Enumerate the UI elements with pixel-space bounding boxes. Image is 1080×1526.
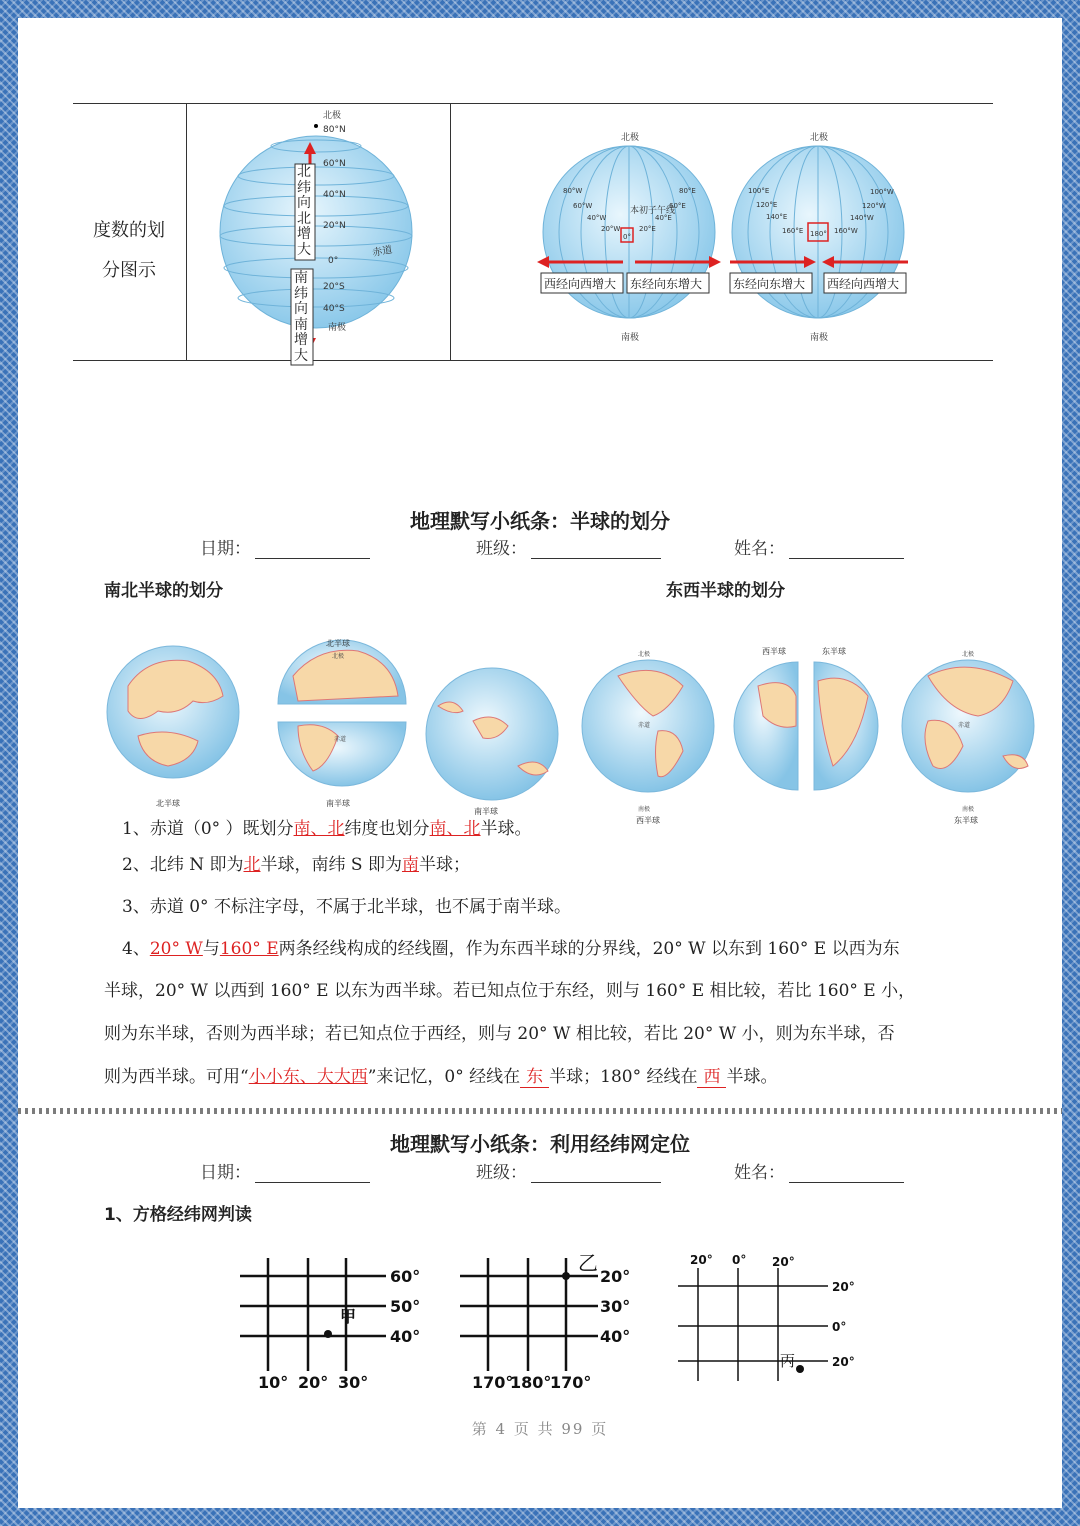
lon-80w: 80°W (563, 187, 583, 195)
p4-mnemonic: 小小东、大大西 (248, 1067, 368, 1087)
lon-60w: 60°W (573, 202, 593, 210)
date-blank[interactable] (255, 538, 370, 559)
class-blank-2[interactable] (531, 1162, 661, 1183)
grid1-lon-20: 20° (298, 1373, 329, 1392)
name-label: 姓名： (734, 539, 785, 559)
lon-120e: 120°E (756, 201, 778, 209)
tick-80n: 80°N (323, 125, 346, 135)
p1-c: 纬度也划分 (344, 819, 430, 839)
p4-l4e: 半球；180° 经线在 (549, 1067, 698, 1087)
lon-160e: 160°E (782, 227, 804, 235)
section1-title: 地理默写小纸条：半球的划分 (410, 509, 670, 533)
p2-c: 半球，南纬 S 即为 (260, 855, 402, 875)
tick-60n: 60°N (323, 159, 346, 169)
globe6-east-hemi: 东半球 (954, 816, 978, 825)
lon-40e: 40°E (655, 214, 672, 222)
lon-120w: 120°W (862, 202, 886, 210)
para-4-line3: 则为东半球，否则为西半球；若已知点位于西经，则与 20° W 相比较，若比 20° W 小，则为东半球，否 (104, 1024, 895, 1044)
grid2-point-yi: 乙 (578, 1251, 598, 1275)
lon-left-box-west: 西经向西增大 (544, 277, 617, 291)
longitude-globe-left (533, 128, 733, 343)
table-col-divider-1 (186, 103, 187, 360)
grid2-lat-30: 30° (600, 1297, 631, 1316)
p1-e: 半球。 (480, 819, 532, 839)
longitude-globe-right (722, 128, 922, 343)
p2-answer-1: 北 (243, 855, 261, 875)
class-label: 班级： (476, 539, 527, 559)
hemisphere-globes (98, 616, 1028, 825)
lon-right-north-pole: 北极 (810, 133, 829, 143)
date-label-2: 日期： (200, 1163, 251, 1183)
p4-answer-2: 160° E (219, 939, 279, 959)
grid3-lon-0: 0° (732, 1253, 747, 1267)
para-4 (122, 928, 1002, 970)
lon-left-north-pole: 北极 (621, 133, 640, 143)
table-top-border (73, 103, 993, 104)
para-3: 3、赤道 0° 不标注字母，不属于北半球，也不属于南半球。 (122, 897, 571, 917)
lon-right-180: 180° (810, 230, 827, 238)
p4-answer-west: 西 (697, 1067, 726, 1088)
grid3-lat-20n: 20° (832, 1280, 855, 1294)
tick-40n: 40°N (323, 190, 346, 200)
latitude-globe (213, 106, 423, 356)
p4-l4g: 半球。 (726, 1067, 778, 1087)
grid1-lon-10: 10° (258, 1373, 289, 1392)
tick-20s: 20°S (323, 282, 345, 292)
globe4-west-hemi: 西半球 (636, 816, 660, 825)
p2-a: 2、北纬 N 即为 (122, 855, 244, 875)
name-blank-2[interactable] (789, 1162, 904, 1183)
globe5-east-hemi: 东半球 (822, 647, 846, 656)
p2-answer-2: 南 (401, 855, 419, 875)
prime-meridian-label: 本初子午线 (630, 206, 676, 216)
globe4-north-pole: 北极 (638, 651, 651, 658)
south-lat-box-text: 南纬向南增大 (294, 270, 308, 364)
lat-equator-label: 赤道 (371, 244, 394, 259)
p4-l4c: ”来记忆，0° 经线在 (367, 1067, 521, 1087)
p1-a: 1、赤道（0° ）既划分 (122, 819, 294, 839)
row-label-line1: 度数的划 (93, 220, 165, 241)
lon-left-box-east: 东经向东增大 (630, 277, 703, 291)
para-4-line1 (122, 928, 1002, 970)
grid3-point-bing: 丙 (780, 1352, 796, 1370)
grid2-lon-180: 180° (510, 1373, 552, 1392)
grid2-lon-170a: 170° (472, 1373, 514, 1392)
lon-140w: 140°W (850, 214, 874, 222)
p2-e: 半球； (418, 855, 470, 875)
globe4-south-pole: 南极 (638, 806, 651, 813)
lon-left-south-pole: 南极 (621, 333, 640, 343)
lat-south-pole: 南极 (328, 323, 347, 333)
globe2-equator: 赤道 (334, 736, 347, 743)
grid1-point-jia: 甲 (340, 1307, 357, 1326)
date-label: 日期： (200, 539, 251, 559)
section2-title: 地理默写小纸条：利用经纬网定位 (390, 1132, 690, 1156)
section1-name-field (734, 534, 904, 559)
globe2-north-pole: 北极 (332, 653, 345, 660)
grid2-lat-20: 20° (600, 1267, 631, 1286)
p4-e: 两条经线构成的经线圈，作为东西半球的分界线，20° W 以东到 160° E 以西为东 (278, 939, 900, 959)
dotted-divider (18, 1108, 1062, 1114)
para-4-line2: 半球，20° W 以西到 160° E 以东为西半球。若已知点位于东经，则与 160° E 相比较，若比 160° E 小， (104, 981, 916, 1001)
lon-left-zero: 0° (623, 233, 631, 241)
grid3-lat-20s: 20° (832, 1355, 855, 1369)
grid2-lat-40: 40° (600, 1327, 631, 1346)
globe2-south-hemi: 南半球 (326, 799, 350, 808)
globe2-north-hemi: 北半球 (326, 639, 350, 648)
lon-160w: 160°W (834, 227, 858, 235)
page (18, 18, 1062, 1508)
name-label-2: 姓名： (734, 1163, 785, 1183)
lon-right-south-pole: 南极 (810, 333, 829, 343)
row-label (74, 211, 184, 291)
subheading-grid: 1、方格经纬网判读 (104, 1205, 252, 1225)
lon-140e: 140°E (766, 213, 788, 221)
subheading-east-west: 东西半球的划分 (666, 581, 785, 601)
tick-40s: 40°S (323, 304, 345, 314)
name-blank[interactable] (789, 538, 904, 559)
globe6-equator: 赤道 (958, 722, 971, 729)
section2-name-field (734, 1158, 904, 1183)
globe4-equator: 赤道 (638, 722, 651, 729)
para-4-line4 (104, 1056, 1004, 1098)
globe3-south-hemi: 南半球 (474, 807, 498, 816)
grid1-lat-60: 60° (390, 1267, 421, 1286)
lon-right-box-east: 东经向东增大 (733, 277, 806, 291)
lon-20w: 20°W (601, 225, 621, 233)
tick-0: 0° (328, 256, 339, 266)
globe6-north-pole: 北极 (962, 651, 975, 658)
grid3-lat-0: 0° (832, 1320, 847, 1334)
date-blank-2[interactable] (255, 1162, 370, 1183)
page-footer: 第 4 页 共 99 页 (471, 1420, 609, 1438)
p4-a: 4、 (122, 939, 150, 959)
subheading-north-south: 南北半球的划分 (104, 581, 223, 601)
globe1-north-hemi: 北半球 (156, 799, 180, 808)
p1-answer-1: 南、北 (293, 819, 345, 839)
tick-20n: 20°N (323, 221, 346, 231)
grid3-lon-20e: 20° (772, 1255, 795, 1269)
table-bottom-border (73, 360, 993, 361)
north-lat-box-text: 北纬向北增大 (297, 164, 311, 258)
globe6-south-pole: 南极 (962, 806, 975, 813)
class-blank[interactable] (531, 538, 661, 559)
p4-answer-1: 20° W (149, 939, 203, 959)
lon-40w: 40°W (587, 214, 607, 222)
lon-100e: 100°E (748, 187, 770, 195)
grid1-lon-30: 30° (338, 1373, 369, 1392)
lon-80e: 80°E (679, 187, 696, 195)
class-label-2: 班级： (476, 1163, 527, 1183)
section2-class-field (476, 1158, 661, 1183)
grid1-lat-50: 50° (390, 1297, 421, 1316)
lat-north-pole: 北极 (323, 111, 342, 121)
p4-c: 与 (202, 939, 220, 959)
grid1-lat-40: 40° (390, 1327, 421, 1346)
para-2 (122, 844, 470, 886)
p4-l4a: 则为西半球。可用“ (104, 1067, 249, 1087)
lon-60e: 60°E (669, 202, 686, 210)
lon-100w: 100°W (870, 188, 894, 196)
p1-answer-2: 南、北 (429, 819, 481, 839)
p4-answer-east: 东 (520, 1067, 549, 1088)
grid3-lon-20w: 20° (690, 1253, 713, 1267)
globe5-west-hemi: 西半球 (762, 647, 786, 656)
graticule-grids (228, 1246, 1028, 1396)
grid2-lon-170b: 170° (550, 1373, 592, 1392)
lon-20e: 20°E (639, 225, 656, 233)
lon-right-box-west: 西经向西增大 (827, 277, 900, 291)
row-label-line2: 分图示 (102, 260, 156, 281)
section1-class-field (476, 534, 661, 559)
section2-date-field (200, 1158, 370, 1183)
table-col-divider-2 (450, 103, 451, 360)
section1-date-field (200, 534, 370, 559)
